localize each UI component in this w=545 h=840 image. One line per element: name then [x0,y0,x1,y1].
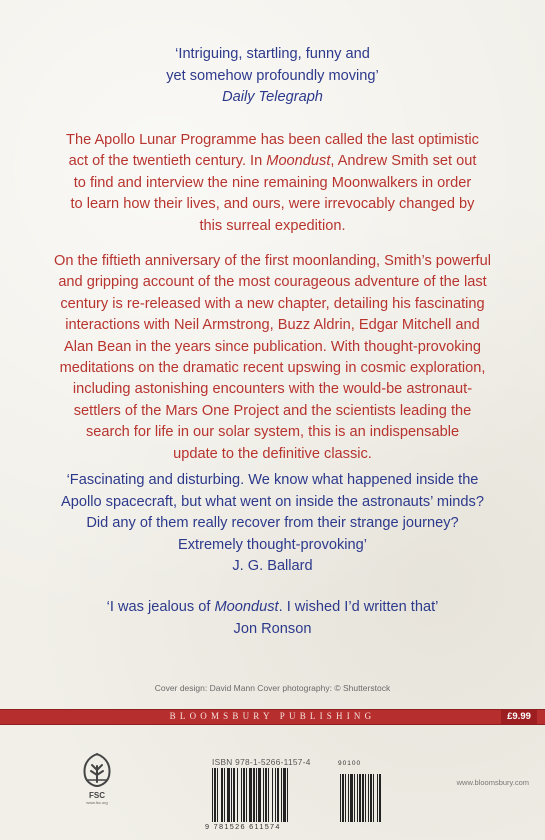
blurb-line: and gripping account of the most courageous adventure of the last [58,274,487,291]
book-title-italic: Moondust [214,599,279,615]
fsc-url: www.fsc.org [86,800,108,805]
barcode-bar [241,768,242,822]
barcode-bar [263,768,264,822]
barcode-bar [258,768,261,822]
barcode-bar [231,768,232,822]
barcode-addon-bar [354,774,355,822]
quote-line: yet somehow profoundly moving’ [166,67,379,84]
barcode-bar [233,768,235,822]
barcode-addon-bar [342,774,344,822]
barcode-bar [277,768,279,822]
barcode-addon-bar [357,774,358,822]
barcode-bar [237,768,238,822]
quote-line: Apollo spacecraft, but what went on inside the astronauts’ minds? [61,493,484,510]
barcode-addon-bar [370,774,372,822]
price-label: £9.99 [501,710,537,724]
barcode-bar [227,768,230,822]
blurb-line: to find and interview the nine remaining Moonwalkers in order [73,174,472,191]
fsc-tree-icon [81,752,113,788]
barcode-addon-bar [345,774,346,822]
quote-source: J. G. Ballard [232,558,313,574]
blurb-line: interactions with Neil Armstrong, Buzz Aldrin, Edgar Mitchell and [65,317,480,334]
blurb-line: On the fiftieth anniversary of the first moonlanding, Smith’s powerful [54,253,491,269]
quote-source: Jon Ronson [233,620,312,637]
publisher-bar [0,709,545,725]
blurb-line: settlers of the Mars One Project and the scientists leading the [73,402,472,419]
barcode-digits: 9 781526 611574 [205,822,281,831]
barcode-bar [287,768,288,822]
barcode-bar [214,768,216,822]
barcode-bar [268,768,269,822]
blurb-line: search for life in our solar system, this is an indispensable [85,424,460,441]
blurb-line: update to the definitive classic. [173,445,372,462]
quote-line: Extremely thought-provoking’ [178,536,367,553]
barcode-addon-bar [368,774,369,822]
barcode-bar [212,768,213,822]
quote-line: ‘Intriguing, startling, funny and [175,46,370,62]
barcode-addon-bar [362,774,364,822]
quote-line: Did any of them really recover from their strange journey? [86,515,459,531]
book-title-italic: Moondust [266,153,331,170]
barcode-bar [281,768,282,822]
barcode-bar [217,768,218,822]
barcode-bar [243,768,245,822]
barcode-bar [265,768,267,822]
barcode-bar [246,768,247,822]
barcode-bar [283,768,286,822]
barcode-bar [221,768,223,822]
blurb-line: meditations on the dramatic recent upswing in cosmic exploration, [59,360,486,377]
quote-source: Daily Telegraph [222,89,323,105]
isbn-number: ISBN 978-1-5266-1157-4 [212,757,311,767]
publisher-name: BLOOMSBURY PUBLISHING [169,711,376,721]
cover-credit: Cover design: David Mann Cover photography: © Shutterstock [154,683,391,693]
blurb-line: century is re-released with a new chapter, detailing his fascinating [60,295,485,312]
website-url: www.bloomsbury.com [456,778,529,787]
quote-ronson [0,597,545,640]
barcode-bar [256,768,257,822]
quote-telegraph [0,44,545,109]
barcode-bar [253,768,255,822]
barcode-addon-bar [365,774,366,822]
blurb-line: including astonishing encounters with the would-be astronaut- [72,381,473,398]
barcode-bar [224,768,225,822]
barcode [212,768,390,822]
blurb-line: this surreal expedition. [199,217,346,234]
blurb-paragraph-1 [0,130,545,237]
blurb-line: Alan Bean in the years since publication. With thought-provoking [64,338,481,355]
fsc-label: FSC [89,791,105,800]
barcode-addon-bar [379,774,381,822]
barcode-bar [249,768,252,822]
quote-ballard [0,470,545,578]
barcode-addon-bar [377,774,378,822]
blurb-paragraph-2 [0,251,545,465]
barcode-bar [272,768,273,822]
quote-line: ‘I was jealous of Moondust. I wished I’d written that’ [106,599,439,615]
barcode-addon-bar [340,774,341,822]
barcode-addon-bar [373,774,374,822]
barcode-addon-digits: 90100 [338,760,362,767]
barcode-addon-bar [350,774,353,822]
barcode-bar [275,768,276,822]
blurb-line: The Apollo Lunar Programme has been called the last optimistic [66,132,479,148]
quote-line: ‘Fascinating and disturbing. We know what happened inside the [66,472,479,488]
fsc-logo [80,752,114,812]
blurb-line: act of the twentieth century. In Moondust, Andrew Smith set out [68,153,477,170]
barcode-addon-bar [348,774,349,822]
barcode-addon-bar [359,774,361,822]
blurb-line: to learn how their lives, and ours, were irrevocably changed by [70,196,475,213]
